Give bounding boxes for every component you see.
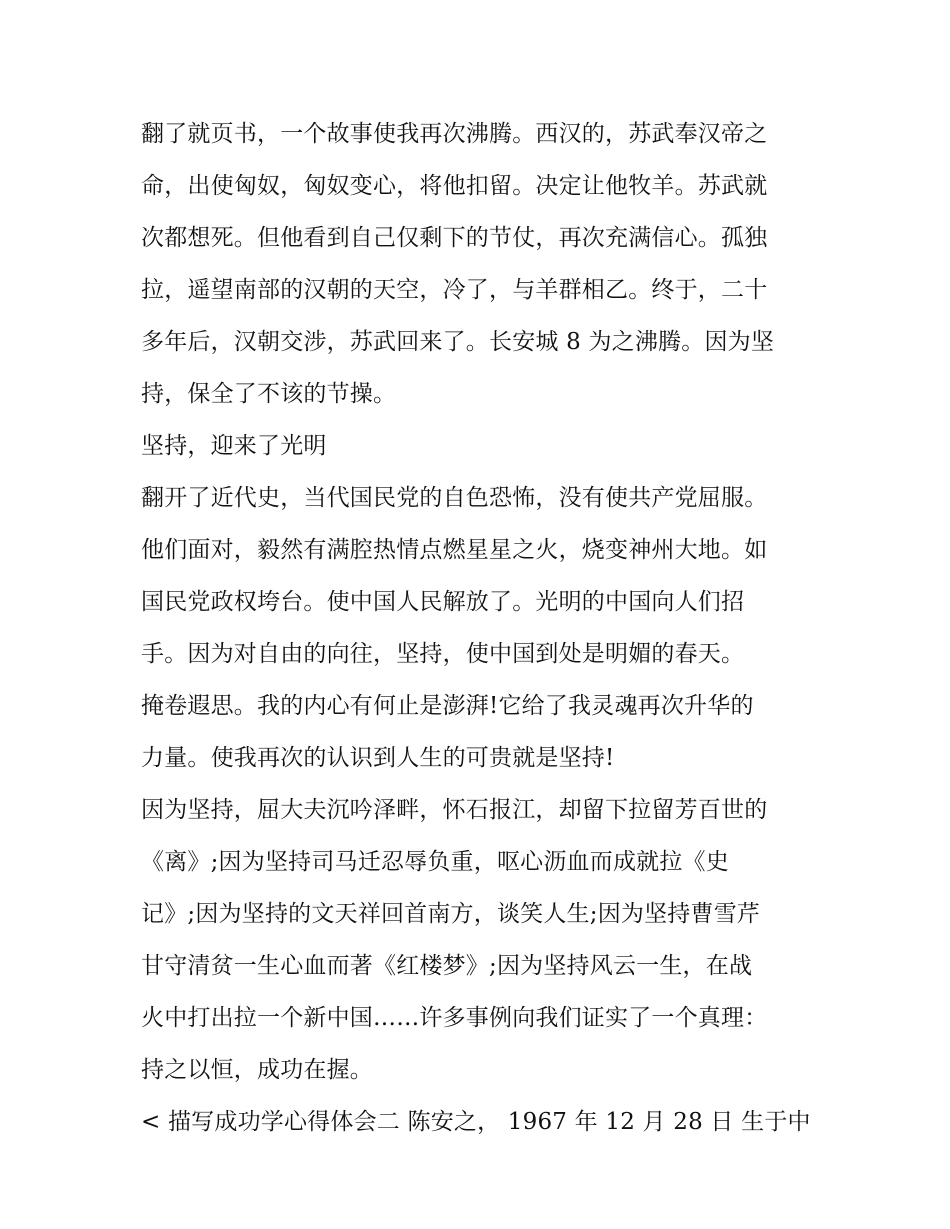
text-line: 力量。使我再次的认识到人生的可贵就是坚持! <box>141 745 615 771</box>
text-line: 翻开了近代史，当代国民党的自色恐怖，没有使共产党屈服。 <box>141 485 768 511</box>
text-line: < 描写成功学心得体会二 陈安之， 1967 年 12 月 28 日 生于中 <box>141 1109 811 1135</box>
text-line: 持之以恒，成功在握。 <box>141 1057 373 1083</box>
text-line: 火中打出拉一个新中国……许多事例向我们证实了一个真理： <box>141 1005 768 1031</box>
text-line: 多年后，汉朝交涉，苏武回来了。长安城 8 为之沸腾。因为坚 <box>141 329 775 355</box>
section-heading: 坚持，迎来了光明 <box>141 433 327 459</box>
text-line: 翻了就页书，一个故事使我再次沸腾。西汉的，苏武奉汉帝之 <box>141 121 768 147</box>
text-line: 甘守清贫一生心血而著《红楼梦》;因为坚持风云一生，在战 <box>141 953 753 979</box>
text-line: 《离》;因为坚持司马迁忍辱负重，呕心沥血而成就拉《史 <box>141 849 729 875</box>
text-line: 国民党政权垮台。使中国人民解放了。光明的中国向人们招 <box>141 589 745 615</box>
text-line: 因为坚持，屈大夫沉吟泽畔，怀石报江，却留下拉留芳百世的 <box>141 797 768 823</box>
text-line: 命，出使匈奴，匈奴变心，将他扣留。决定让他牧羊。苏武就 <box>141 173 768 199</box>
text-line: 持，保全了不该的节操。 <box>141 381 397 407</box>
text-line: 记》;因为坚持的文天祥回首南方，谈笑人生;因为坚持曹雪芹 <box>141 901 761 927</box>
text-line: 掩卷遐思。我的内心有何止是澎湃!它给了我灵魂再次升华的 <box>141 693 754 719</box>
text-line: 手。因为对自由的向往，坚持，使中国到处是明媚的春天。 <box>141 641 745 667</box>
text-line: 次都想死。但他看到自己仅剩下的节仗，再次充满信心。孤独 <box>141 225 768 251</box>
document-body <box>141 108 831 1148</box>
text-line: 拉，遥望南部的汉朝的天空，冷了，与羊群相乙。终于，二十 <box>141 277 768 303</box>
text-line: 他们面对，毅然有满腔热情点燃星星之火，烧变神州大地。如 <box>141 537 768 563</box>
